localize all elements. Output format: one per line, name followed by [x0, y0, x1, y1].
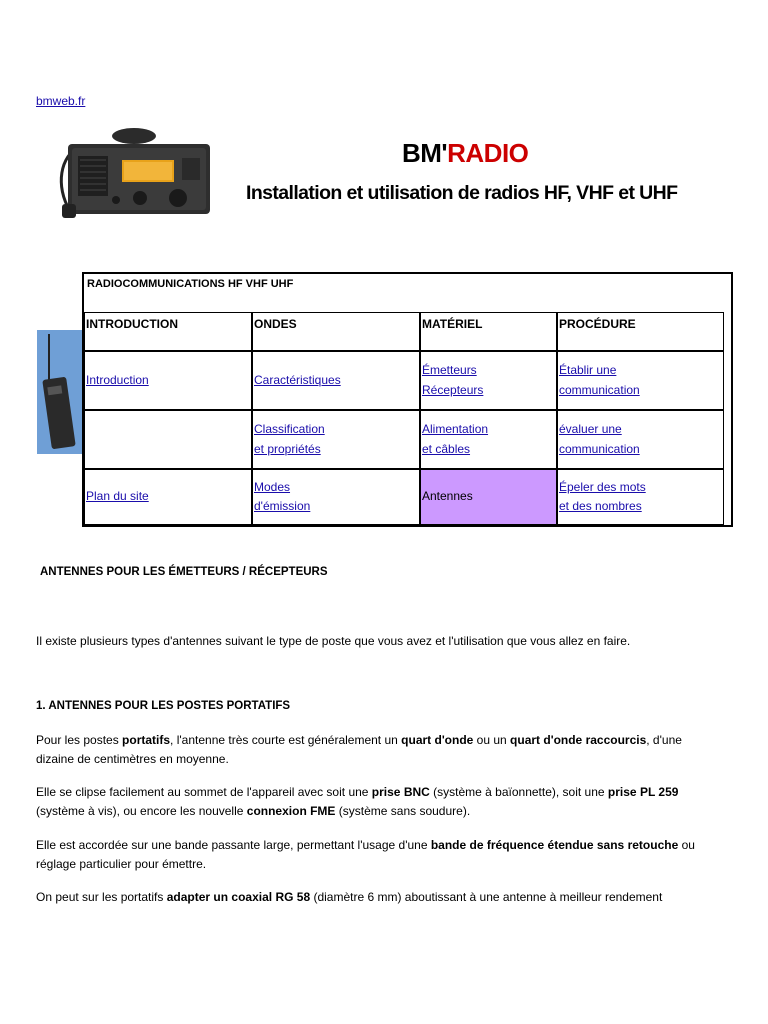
handheld-radio-image	[37, 330, 83, 454]
paragraph-3: Elle est accordée sur une bande passante large, permettant l'usage d'une bande de fréquence étendue sans retouche ou réglage particulier pour émettre.	[36, 838, 695, 871]
cell-alimentation	[420, 410, 557, 469]
link-etablir-line2[interactable]: communication	[559, 382, 640, 397]
cell-epeler	[557, 469, 724, 525]
cell-antennes-current	[420, 469, 557, 525]
cell-caracteristiques	[252, 351, 420, 410]
link-epeler-line2[interactable]: et des nombres	[559, 499, 642, 513]
cell-classification	[252, 410, 420, 469]
link-classification-line2[interactable]: et propriétés	[254, 441, 321, 456]
link-emetteurs[interactable]: Émetteurs	[422, 363, 477, 377]
link-epeler-line1[interactable]: Épeler des mots	[559, 479, 646, 494]
hf-radio-image	[50, 126, 215, 220]
paragraph-2: Elle se clipse facilement au sommet de l'appareil avec soit une prise BNC (système à baïonnette), soit une prise PL 259 (système à vis), ou encore les nouvelle connexion FME (système sans soudure).	[36, 785, 679, 818]
link-introduction[interactable]: Introduction	[86, 372, 149, 387]
brand-accent: RADIO	[447, 138, 529, 168]
link-alimentation-line1[interactable]: Alimentation	[422, 422, 489, 436]
link-caracteristiques[interactable]: Caractéristiques	[254, 372, 341, 387]
site-link[interactable]: bmweb.fr	[36, 94, 86, 108]
current-page-label: Antennes	[422, 489, 473, 504]
cell-empty	[84, 410, 252, 469]
link-modes-line2[interactable]: d'émission	[254, 499, 311, 513]
header-ondes: ONDES	[252, 312, 420, 351]
link-etablir-line1[interactable]: Établir une	[559, 363, 617, 377]
cell-plan	[84, 469, 252, 525]
cell-emetteurs	[420, 351, 557, 410]
heading-portatifs: 1. ANTENNES POUR LES POSTES PORTATIFS	[36, 700, 291, 712]
header-materiel: MATÉRIEL	[420, 312, 557, 351]
link-alimentation-line2[interactable]: et câbles	[422, 441, 471, 456]
link-classification-line1[interactable]: Classification	[254, 422, 325, 436]
cell-introduction	[84, 351, 252, 410]
cell-modes	[252, 469, 420, 525]
link-recepteurs[interactable]: Récepteurs	[422, 382, 484, 397]
header-procedure: PROCÉDURE	[557, 312, 724, 351]
table-title: RADIOCOMMUNICATIONS HF VHF UHF	[87, 278, 294, 290]
paragraph-4: On peut sur les portatifs adapter un coaxial RG 58 (diamètre 6 mm) aboutissant à une antenne à meilleur rendement	[36, 890, 663, 904]
intro-paragraph: Il existe plusieurs types d'antennes suivant le type de poste que vous avez et l'utilisation que vous allez en faire.	[36, 634, 631, 648]
brand-title	[402, 138, 528, 169]
link-plan-du-site[interactable]: Plan du site	[86, 489, 149, 504]
link-evaluer-line1[interactable]: évaluer une	[559, 422, 622, 436]
header-introduction: INTRODUCTION	[84, 312, 252, 351]
brand-prefix: BM'	[402, 138, 448, 168]
cell-etablir	[557, 351, 724, 410]
link-evaluer-line2[interactable]: communication	[559, 441, 640, 456]
link-modes-line1[interactable]: Modes	[254, 479, 291, 494]
paragraph-1: Pour les postes portatifs, l'antenne très courte est généralement un quart d'onde ou un quart d'onde raccourcis, d'une dizaine de centimètres en moyenne.	[36, 733, 682, 766]
navigation-table	[82, 272, 733, 527]
section-title: ANTENNES POUR LES ÉMETTEURS / RÉCEPTEURS	[40, 566, 328, 578]
cell-evaluer	[557, 410, 724, 469]
page-subtitle: Installation et utilisation de radios HF, VHF et UHF	[246, 182, 678, 204]
